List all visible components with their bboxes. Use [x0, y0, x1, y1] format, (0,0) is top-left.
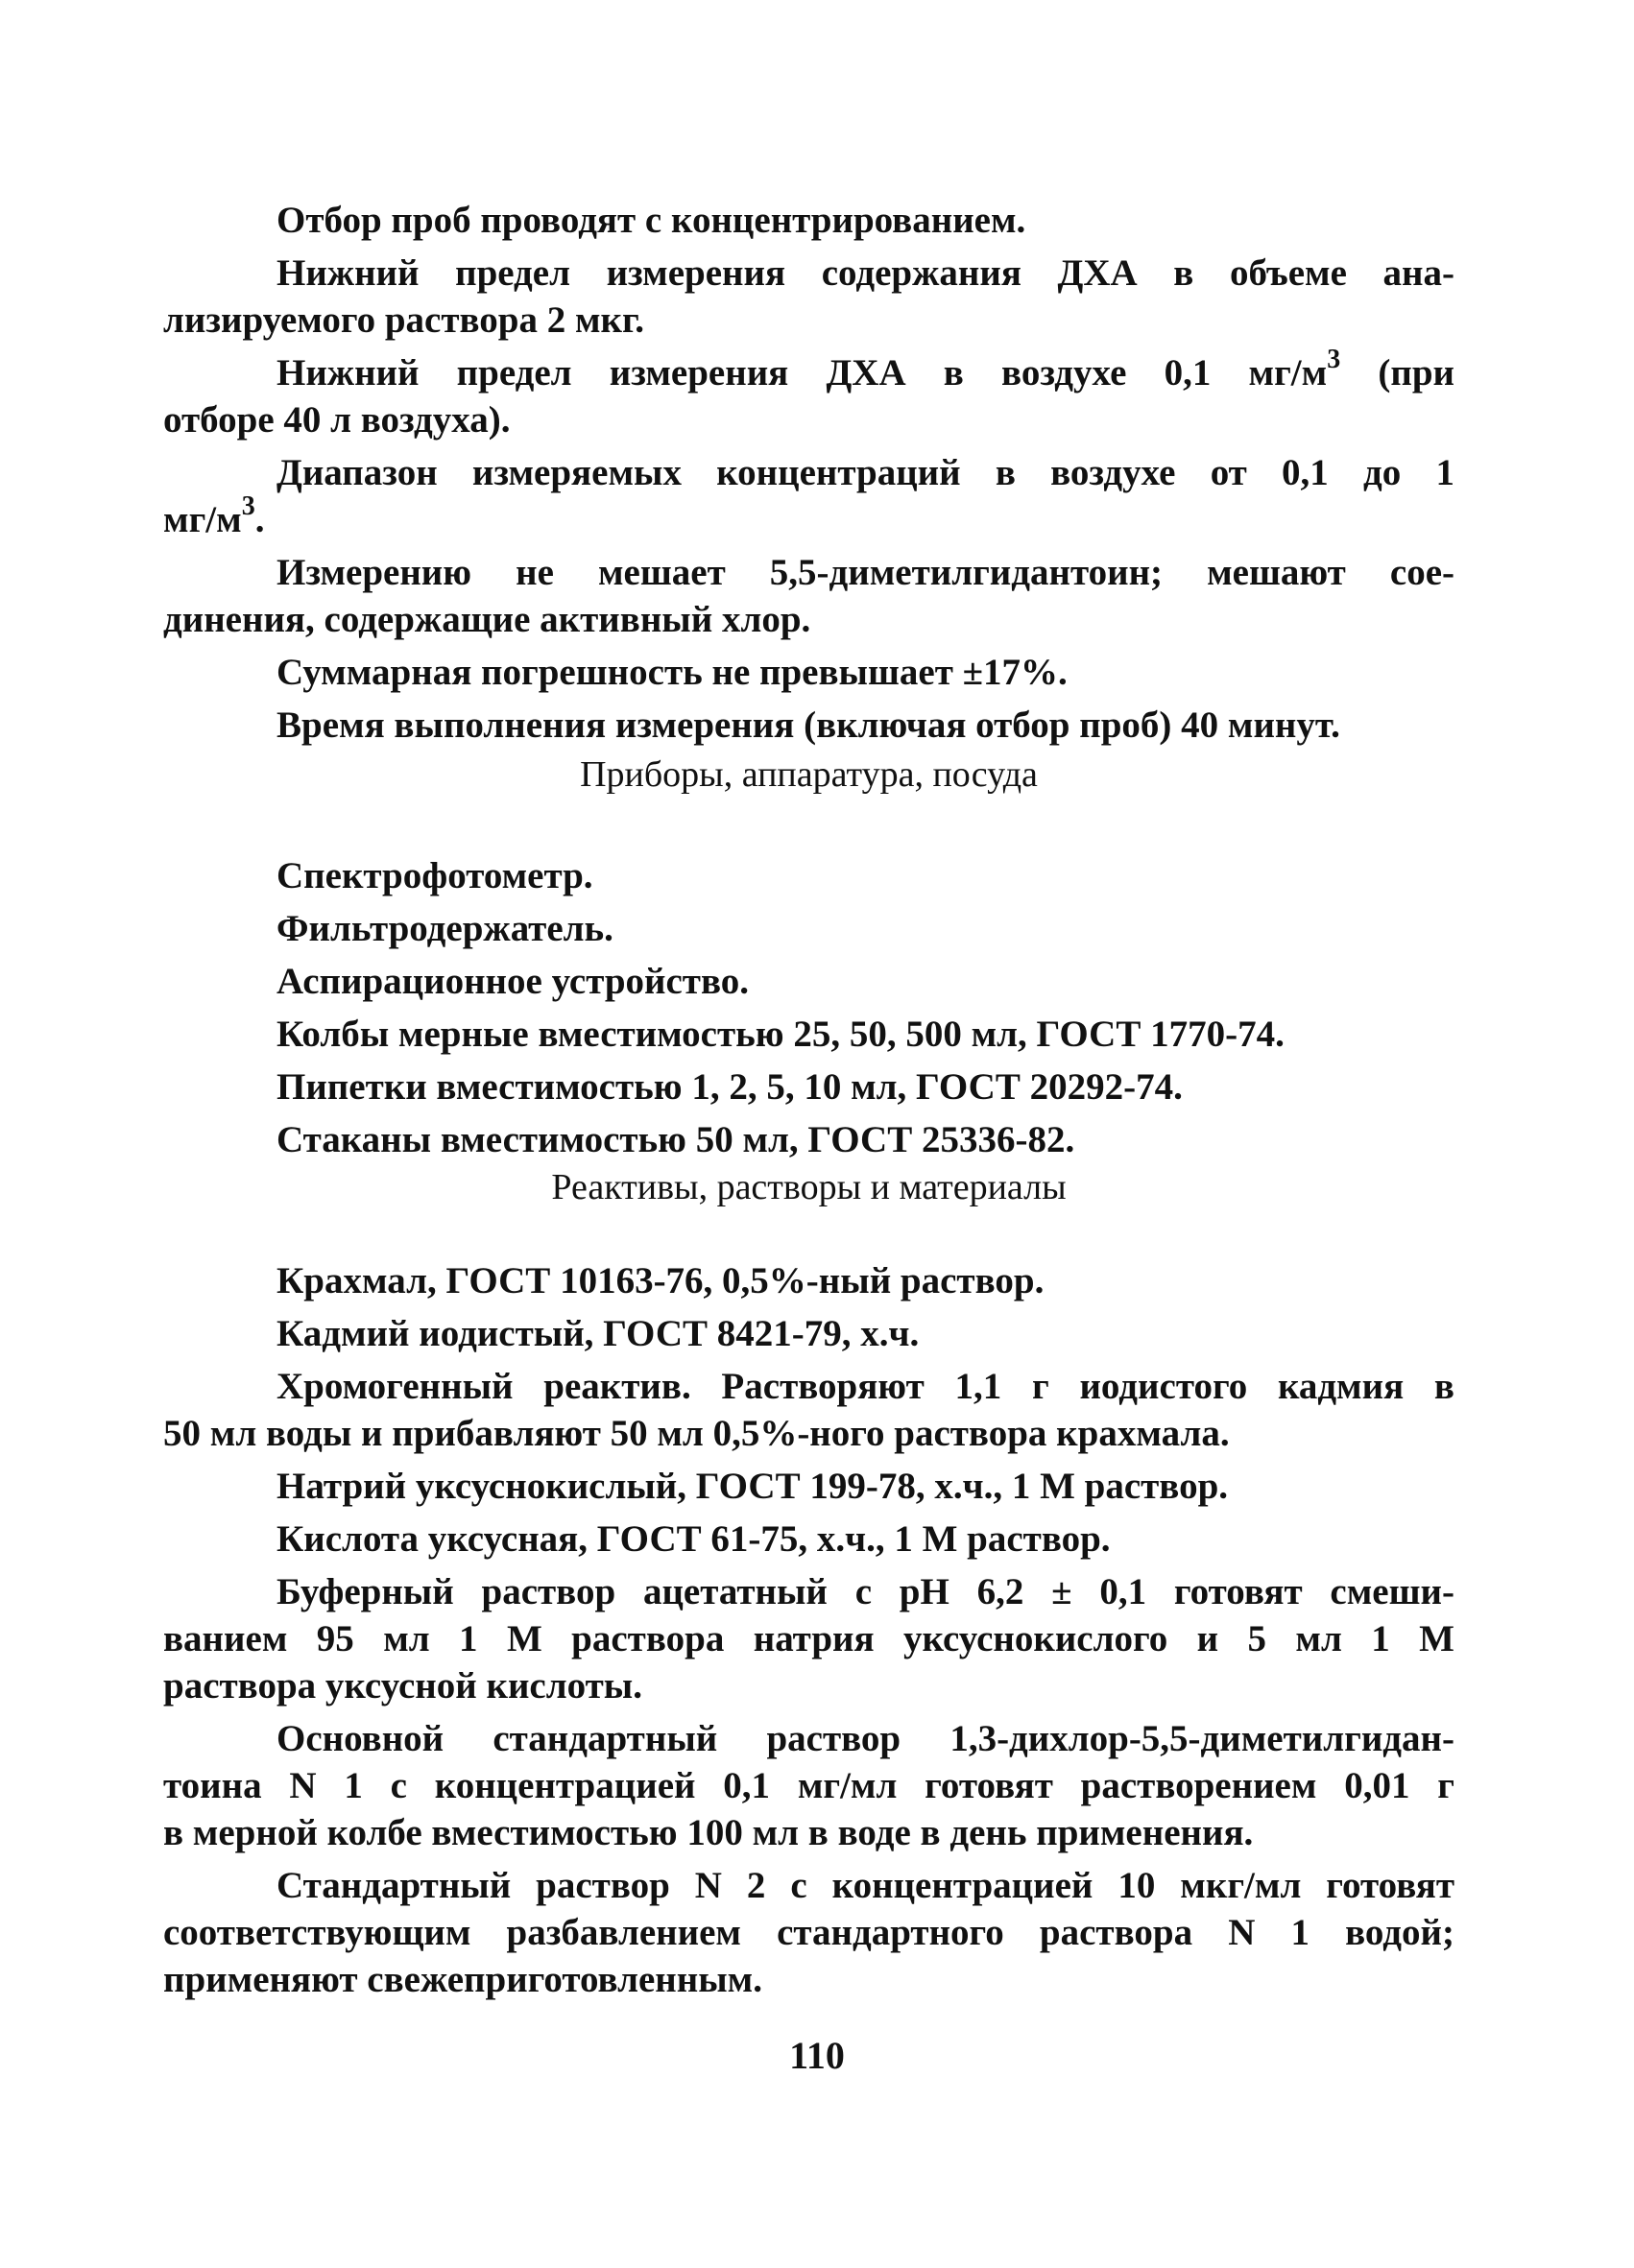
intro-p7: Время выполнения измерения (включая отбор проб) 40 минут.: [276, 704, 1340, 746]
reagent-r2: Кадмий иодистый, ГОСТ 8421-79, х.ч.: [276, 1313, 920, 1354]
reagents-block: [163, 1257, 1454, 2003]
intro-p4-line1: Диапазон измеряемых концентраций в воздухе от 0,1 до 1: [276, 452, 1454, 493]
section-heading-reagents: Реактивы, растворы и материалы: [551, 1167, 1067, 1207]
reagent-r8-line1: Стандартный раствор N 2 с концентрацией 10 мкг/мл готовят: [276, 1865, 1454, 1906]
reagent-r6-line1: Буферный раствор ацетатный с pH 6,2 ± 0,1 готовят смеши-: [276, 1571, 1454, 1612]
reagent-r4: Натрий уксуснокислый, ГОСТ 199-78, х.ч., 1 М раствор.: [276, 1466, 1229, 1507]
intro-p4-line2: $мг/м^3$.: [163, 491, 265, 540]
instrument-item: Колбы мерные вместимостью 25, 50, 500 мл, ГОСТ 1770-74.: [276, 1014, 1285, 1055]
reagent-r8-line3: применяют свежеприготовленным.: [163, 1959, 762, 2000]
instrument-item: Пипетки вместимостью 1, 2, 5, 10 мл, ГОСТ 20292-74.: [276, 1066, 1183, 1108]
reagent-r3-line1: Хромогенный реактив. Растворяют 1,1 г иодистого кадмия в: [276, 1366, 1454, 1407]
reagent-r6-line3: раствора уксусной кислоты.: [163, 1665, 642, 1707]
instrument-item: Аспирационное устройство.: [276, 961, 749, 1002]
reagent-r6-line2: ванием 95 мл 1 М раствора натрия уксуснокислого и 5 мл 1 М: [163, 1618, 1454, 1659]
intro-p1: Отбор проб проводят с концентрированием.: [276, 200, 1026, 241]
reagent-r7-line1: Основной стандартный раствор 1,3-дихлор-5,5-диметилгидан-: [276, 1718, 1454, 1759]
instrument-item: Фильтродержатель.: [276, 908, 613, 949]
instruments-list: [163, 849, 1454, 1166]
reagent-r1: Крахмал, ГОСТ 10163-76, 0,5%-ный раствор.: [276, 1260, 1045, 1301]
intro-p2-line2: лизируемого раствора 2 мкг.: [163, 299, 645, 341]
section-heading-instruments: Приборы, аппаратура, посуда: [580, 754, 1038, 795]
intro-p3-line2: отборе 40 л воздуха).: [163, 399, 511, 441]
intro-p5-line2: динения, содержащие активный хлор.: [163, 599, 811, 640]
intro-block: [163, 197, 1454, 749]
intro-p3-line1: Нижний предел измерения ДХА в воздухе 0,1 $мг/м^3$ (при: [276, 345, 1454, 394]
intro-p2-line1: Нижний предел измерения содержания ДХА в объеме ана-: [276, 252, 1454, 294]
reagent-r3-line2: 50 мл воды и прибавляют 50 мл 0,5%-ного раствора крахмала.: [163, 1413, 1230, 1454]
reagent-r7-line3: в мерной колбе вместимостью 100 мл в воде в день применения.: [163, 1812, 1254, 1853]
intro-p6: Суммарная погрешность не превышает ±17%.: [276, 652, 1068, 693]
instrument-item: Спектрофотометр.: [276, 855, 593, 896]
page-number: 110: [789, 2034, 845, 2077]
reagent-r7-line2: тоина N 1 с концентрацией 0,1 мг/мл готовят растворением 0,01 г: [163, 1765, 1454, 1806]
reagent-r8-line2: соответствующим разбавлением стандартного раствора N 1 водой;: [163, 1912, 1454, 1953]
reagent-r5: Кислота уксусная, ГОСТ 61-75, х.ч., 1 М раствор.: [276, 1518, 1111, 1560]
instrument-item: Стаканы вместимостью 50 мл, ГОСТ 25336-82.: [276, 1119, 1075, 1160]
intro-p5-line1: Измерению не мешает 5,5-диметилгидантоин; мешают сое-: [276, 552, 1454, 593]
